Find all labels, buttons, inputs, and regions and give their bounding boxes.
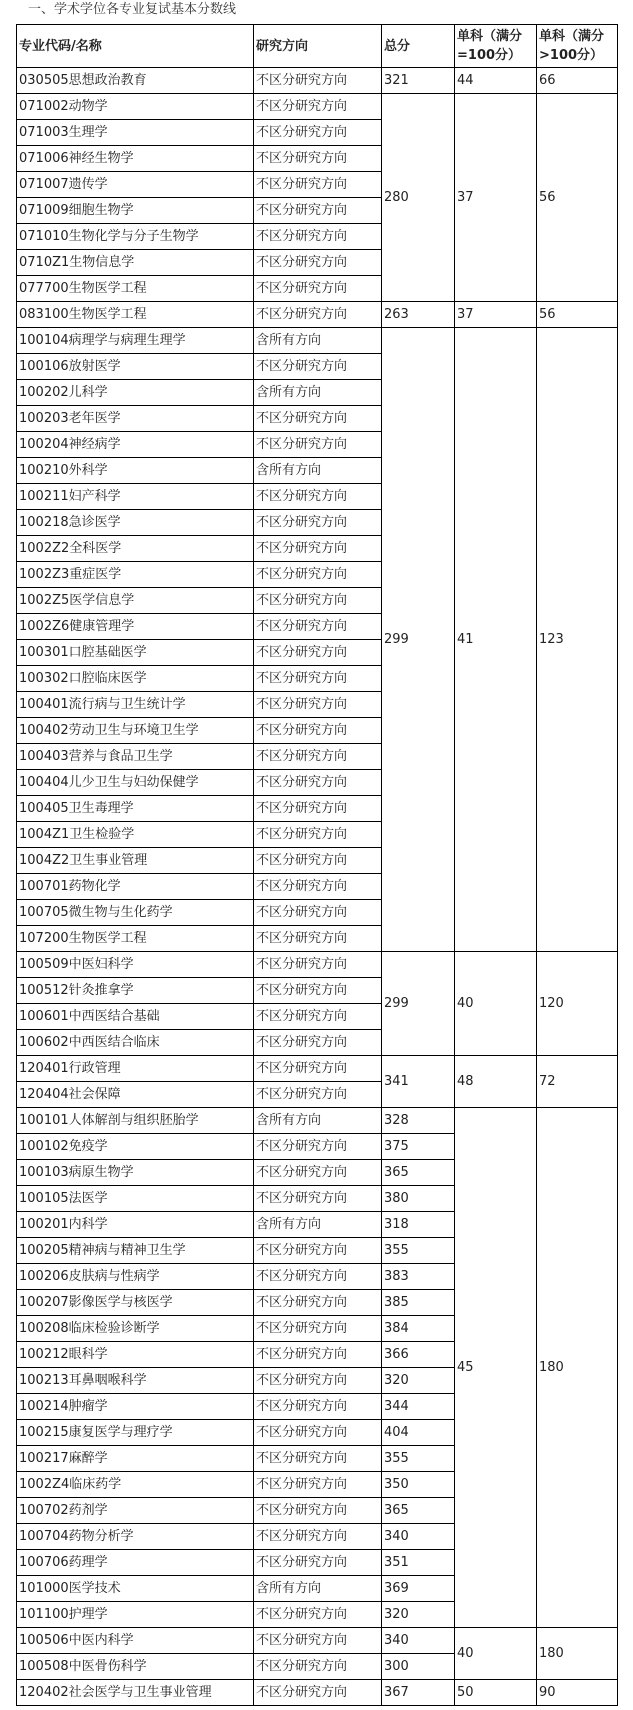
major-cell: 100214肿瘤学 xyxy=(17,1394,254,1420)
major-cell: 100512针灸推拿学 xyxy=(17,978,254,1004)
direction-cell: 不区分研究方向 xyxy=(254,1368,382,1394)
score-table xyxy=(16,24,618,1706)
single-100-cell: 37 xyxy=(455,302,537,328)
direction-cell: 不区分研究方向 xyxy=(254,1186,382,1212)
single-100-cell: 41 xyxy=(455,328,537,952)
major-cell: 120401行政管理 xyxy=(17,1056,254,1082)
major-cell: 100405卫生毒理学 xyxy=(17,796,254,822)
table-row xyxy=(17,328,618,354)
single-over-100-cell: 123 xyxy=(537,328,618,952)
major-cell: 100106放射医学 xyxy=(17,354,254,380)
major-cell: 100202儿科学 xyxy=(17,380,254,406)
direction-cell: 不区分研究方向 xyxy=(254,874,382,900)
direction-cell: 不区分研究方向 xyxy=(254,432,382,458)
major-cell: 120404社会保障 xyxy=(17,1082,254,1108)
direction-cell: 含所有方向 xyxy=(254,1108,382,1134)
major-cell: 107200生物医学工程 xyxy=(17,926,254,952)
major-cell: 100217麻醉学 xyxy=(17,1446,254,1472)
header-total: 总分 xyxy=(382,25,455,68)
major-cell: 100301口腔基础医学 xyxy=(17,640,254,666)
major-cell: 100205精神病与精神卫生学 xyxy=(17,1238,254,1264)
total-cell: 404 xyxy=(382,1420,455,1446)
single-100-cell: 40 xyxy=(455,952,537,1056)
table-row xyxy=(17,1628,618,1654)
direction-cell: 不区分研究方向 xyxy=(254,1680,382,1706)
major-cell: 100203老年医学 xyxy=(17,406,254,432)
single-over-100-cell: 180 xyxy=(537,1628,618,1680)
direction-cell: 不区分研究方向 xyxy=(254,1420,382,1446)
direction-cell: 不区分研究方向 xyxy=(254,1472,382,1498)
direction-cell: 不区分研究方向 xyxy=(254,770,382,796)
total-cell: 380 xyxy=(382,1186,455,1212)
total-cell: 328 xyxy=(382,1108,455,1134)
major-cell: 100207影像医学与核医学 xyxy=(17,1290,254,1316)
direction-cell: 不区分研究方向 xyxy=(254,250,382,276)
total-cell: 321 xyxy=(382,68,455,94)
major-cell: 100213耳鼻咽喉科学 xyxy=(17,1368,254,1394)
total-cell: 350 xyxy=(382,1472,455,1498)
direction-cell: 不区分研究方向 xyxy=(254,536,382,562)
direction-cell: 不区分研究方向 xyxy=(254,1524,382,1550)
direction-cell: 不区分研究方向 xyxy=(254,1082,382,1108)
total-cell: 366 xyxy=(382,1342,455,1368)
direction-cell: 不区分研究方向 xyxy=(254,1134,382,1160)
single-over-100-cell: 72 xyxy=(537,1056,618,1108)
total-cell: 375 xyxy=(382,1134,455,1160)
direction-cell: 不区分研究方向 xyxy=(254,1316,382,1342)
direction-cell: 不区分研究方向 xyxy=(254,484,382,510)
table-row xyxy=(17,68,618,94)
single-over-100-cell: 180 xyxy=(537,1108,618,1628)
single-over-100-cell: 56 xyxy=(537,302,618,328)
single-100-cell: 50 xyxy=(455,1680,537,1706)
total-cell: 340 xyxy=(382,1524,455,1550)
major-cell: 100705微生物与生化药学 xyxy=(17,900,254,926)
direction-cell: 不区分研究方向 xyxy=(254,1030,382,1056)
total-cell: 367 xyxy=(382,1680,455,1706)
single-100-cell: 44 xyxy=(455,68,537,94)
major-cell: 071003生理学 xyxy=(17,120,254,146)
total-cell: 263 xyxy=(382,302,455,328)
single-over-100-cell: 66 xyxy=(537,68,618,94)
direction-cell: 不区分研究方向 xyxy=(254,640,382,666)
total-cell: 344 xyxy=(382,1394,455,1420)
major-cell: 100208临床检验诊断学 xyxy=(17,1316,254,1342)
total-cell: 320 xyxy=(382,1602,455,1628)
direction-cell: 不区分研究方向 xyxy=(254,198,382,224)
major-cell: 071007遗传学 xyxy=(17,172,254,198)
direction-cell: 不区分研究方向 xyxy=(254,302,382,328)
table-row xyxy=(17,302,618,328)
major-cell: 100602中西医结合临床 xyxy=(17,1030,254,1056)
direction-cell: 不区分研究方向 xyxy=(254,1628,382,1654)
direction-cell: 不区分研究方向 xyxy=(254,900,382,926)
direction-cell: 不区分研究方向 xyxy=(254,1342,382,1368)
total-cell: 299 xyxy=(382,328,455,952)
direction-cell: 不区分研究方向 xyxy=(254,1056,382,1082)
direction-cell: 不区分研究方向 xyxy=(254,692,382,718)
header-direction: 研究方向 xyxy=(254,25,382,68)
header-single-100: 单科（满分=100分） xyxy=(455,25,537,68)
total-cell: 299 xyxy=(382,952,455,1056)
direction-cell: 不区分研究方向 xyxy=(254,68,382,94)
direction-cell: 不区分研究方向 xyxy=(254,1264,382,1290)
major-cell: 100704药物分析学 xyxy=(17,1524,254,1550)
major-cell: 100404儿少卫生与妇幼保健学 xyxy=(17,770,254,796)
direction-cell: 含所有方向 xyxy=(254,328,382,354)
major-cell: 1002Z6健康管理学 xyxy=(17,614,254,640)
direction-cell: 不区分研究方向 xyxy=(254,1498,382,1524)
direction-cell: 不区分研究方向 xyxy=(254,926,382,952)
major-cell: 100102免疫学 xyxy=(17,1134,254,1160)
major-cell: 100204神经病学 xyxy=(17,432,254,458)
single-over-100-cell: 56 xyxy=(537,94,618,302)
direction-cell: 不区分研究方向 xyxy=(254,718,382,744)
total-cell: 351 xyxy=(382,1550,455,1576)
major-cell: 100702药剂学 xyxy=(17,1498,254,1524)
single-over-100-cell: 90 xyxy=(537,1680,618,1706)
direction-cell: 不区分研究方向 xyxy=(254,1004,382,1030)
major-cell: 100105法医学 xyxy=(17,1186,254,1212)
header-single-over-100: 单科（满分>100分） xyxy=(537,25,618,68)
total-cell: 318 xyxy=(382,1212,455,1238)
total-cell: 280 xyxy=(382,94,455,302)
direction-cell: 不区分研究方向 xyxy=(254,94,382,120)
direction-cell: 不区分研究方向 xyxy=(254,1290,382,1316)
direction-cell: 不区分研究方向 xyxy=(254,1160,382,1186)
total-cell: 320 xyxy=(382,1368,455,1394)
major-cell: 0710Z1生物信息学 xyxy=(17,250,254,276)
table-row xyxy=(17,1108,618,1134)
direction-cell: 含所有方向 xyxy=(254,1576,382,1602)
direction-cell: 不区分研究方向 xyxy=(254,744,382,770)
major-cell: 071006神经生物学 xyxy=(17,146,254,172)
direction-cell: 不区分研究方向 xyxy=(254,588,382,614)
direction-cell: 不区分研究方向 xyxy=(254,406,382,432)
direction-cell: 不区分研究方向 xyxy=(254,510,382,536)
major-cell: 1004Z1卫生检验学 xyxy=(17,822,254,848)
total-cell: 300 xyxy=(382,1654,455,1680)
total-cell: 369 xyxy=(382,1576,455,1602)
total-cell: 384 xyxy=(382,1316,455,1342)
direction-cell: 不区分研究方向 xyxy=(254,1654,382,1680)
total-cell: 341 xyxy=(382,1056,455,1108)
major-cell: 100506中医内科学 xyxy=(17,1628,254,1654)
table-caption: 一、学术学位各专业复试基本分数线 xyxy=(28,2,237,17)
direction-cell: 不区分研究方向 xyxy=(254,952,382,978)
major-cell: 100206皮肤病与性病学 xyxy=(17,1264,254,1290)
major-cell: 100101人体解剖与组织胚胎学 xyxy=(17,1108,254,1134)
direction-cell: 不区分研究方向 xyxy=(254,562,382,588)
direction-cell: 不区分研究方向 xyxy=(254,796,382,822)
major-cell: 071002动物学 xyxy=(17,94,254,120)
major-cell: 100201内科学 xyxy=(17,1212,254,1238)
major-cell: 100601中西医结合基础 xyxy=(17,1004,254,1030)
major-cell: 120402社会医学与卫生事业管理 xyxy=(17,1680,254,1706)
major-cell: 100402劳动卫生与环境卫生学 xyxy=(17,718,254,744)
major-cell: 100104病理学与病理生理学 xyxy=(17,328,254,354)
major-cell: 100401流行病与卫生统计学 xyxy=(17,692,254,718)
total-cell: 365 xyxy=(382,1498,455,1524)
header-row xyxy=(17,25,618,68)
table-row xyxy=(17,952,618,978)
major-cell: 1002Z2全科医学 xyxy=(17,536,254,562)
direction-cell: 含所有方向 xyxy=(254,1212,382,1238)
single-over-100-cell: 120 xyxy=(537,952,618,1056)
direction-cell: 含所有方向 xyxy=(254,458,382,484)
direction-cell: 不区分研究方向 xyxy=(254,1550,382,1576)
direction-cell: 不区分研究方向 xyxy=(254,822,382,848)
total-cell: 340 xyxy=(382,1628,455,1654)
direction-cell: 不区分研究方向 xyxy=(254,354,382,380)
table-row xyxy=(17,1056,618,1082)
major-cell: 083100生物医学工程 xyxy=(17,302,254,328)
direction-cell: 不区分研究方向 xyxy=(254,666,382,692)
major-cell: 1002Z5医学信息学 xyxy=(17,588,254,614)
direction-cell: 不区分研究方向 xyxy=(254,224,382,250)
table-row xyxy=(17,1680,618,1706)
header-major: 专业代码/名称 xyxy=(17,25,254,68)
direction-cell: 不区分研究方向 xyxy=(254,978,382,1004)
major-cell: 1002Z3重症医学 xyxy=(17,562,254,588)
major-cell: 100103病原生物学 xyxy=(17,1160,254,1186)
major-cell: 100509中医妇科学 xyxy=(17,952,254,978)
major-cell: 100215康复医学与理疗学 xyxy=(17,1420,254,1446)
direction-cell: 不区分研究方向 xyxy=(254,1238,382,1264)
major-cell: 1002Z4临床药学 xyxy=(17,1472,254,1498)
total-cell: 355 xyxy=(382,1238,455,1264)
direction-cell: 不区分研究方向 xyxy=(254,614,382,640)
single-100-cell: 45 xyxy=(455,1108,537,1628)
direction-cell: 不区分研究方向 xyxy=(254,1394,382,1420)
major-cell: 100508中医骨伤科学 xyxy=(17,1654,254,1680)
major-cell: 100701药物化学 xyxy=(17,874,254,900)
major-cell: 100706药理学 xyxy=(17,1550,254,1576)
major-cell: 100211妇产科学 xyxy=(17,484,254,510)
major-cell: 100218急诊医学 xyxy=(17,510,254,536)
total-cell: 383 xyxy=(382,1264,455,1290)
direction-cell: 不区分研究方向 xyxy=(254,120,382,146)
direction-cell: 不区分研究方向 xyxy=(254,276,382,302)
major-cell: 100302口腔临床医学 xyxy=(17,666,254,692)
total-cell: 355 xyxy=(382,1446,455,1472)
major-cell: 077700生物医学工程 xyxy=(17,276,254,302)
direction-cell: 不区分研究方向 xyxy=(254,1602,382,1628)
direction-cell: 含所有方向 xyxy=(254,380,382,406)
table-body xyxy=(17,68,618,1706)
table-row xyxy=(17,94,618,120)
total-cell: 365 xyxy=(382,1160,455,1186)
single-100-cell: 40 xyxy=(455,1628,537,1680)
direction-cell: 不区分研究方向 xyxy=(254,1446,382,1472)
major-cell: 071010生物化学与分子生物学 xyxy=(17,224,254,250)
single-100-cell: 48 xyxy=(455,1056,537,1108)
major-cell: 100403营养与食品卫生学 xyxy=(17,744,254,770)
major-cell: 030505思想政治教育 xyxy=(17,68,254,94)
major-cell: 1004Z2卫生事业管理 xyxy=(17,848,254,874)
major-cell: 101000医学技术 xyxy=(17,1576,254,1602)
major-cell: 100210外科学 xyxy=(17,458,254,484)
direction-cell: 不区分研究方向 xyxy=(254,146,382,172)
direction-cell: 不区分研究方向 xyxy=(254,848,382,874)
major-cell: 100212眼科学 xyxy=(17,1342,254,1368)
direction-cell: 不区分研究方向 xyxy=(254,172,382,198)
major-cell: 101100护理学 xyxy=(17,1602,254,1628)
major-cell: 071009细胞生物学 xyxy=(17,198,254,224)
single-100-cell: 37 xyxy=(455,94,537,302)
total-cell: 385 xyxy=(382,1290,455,1316)
